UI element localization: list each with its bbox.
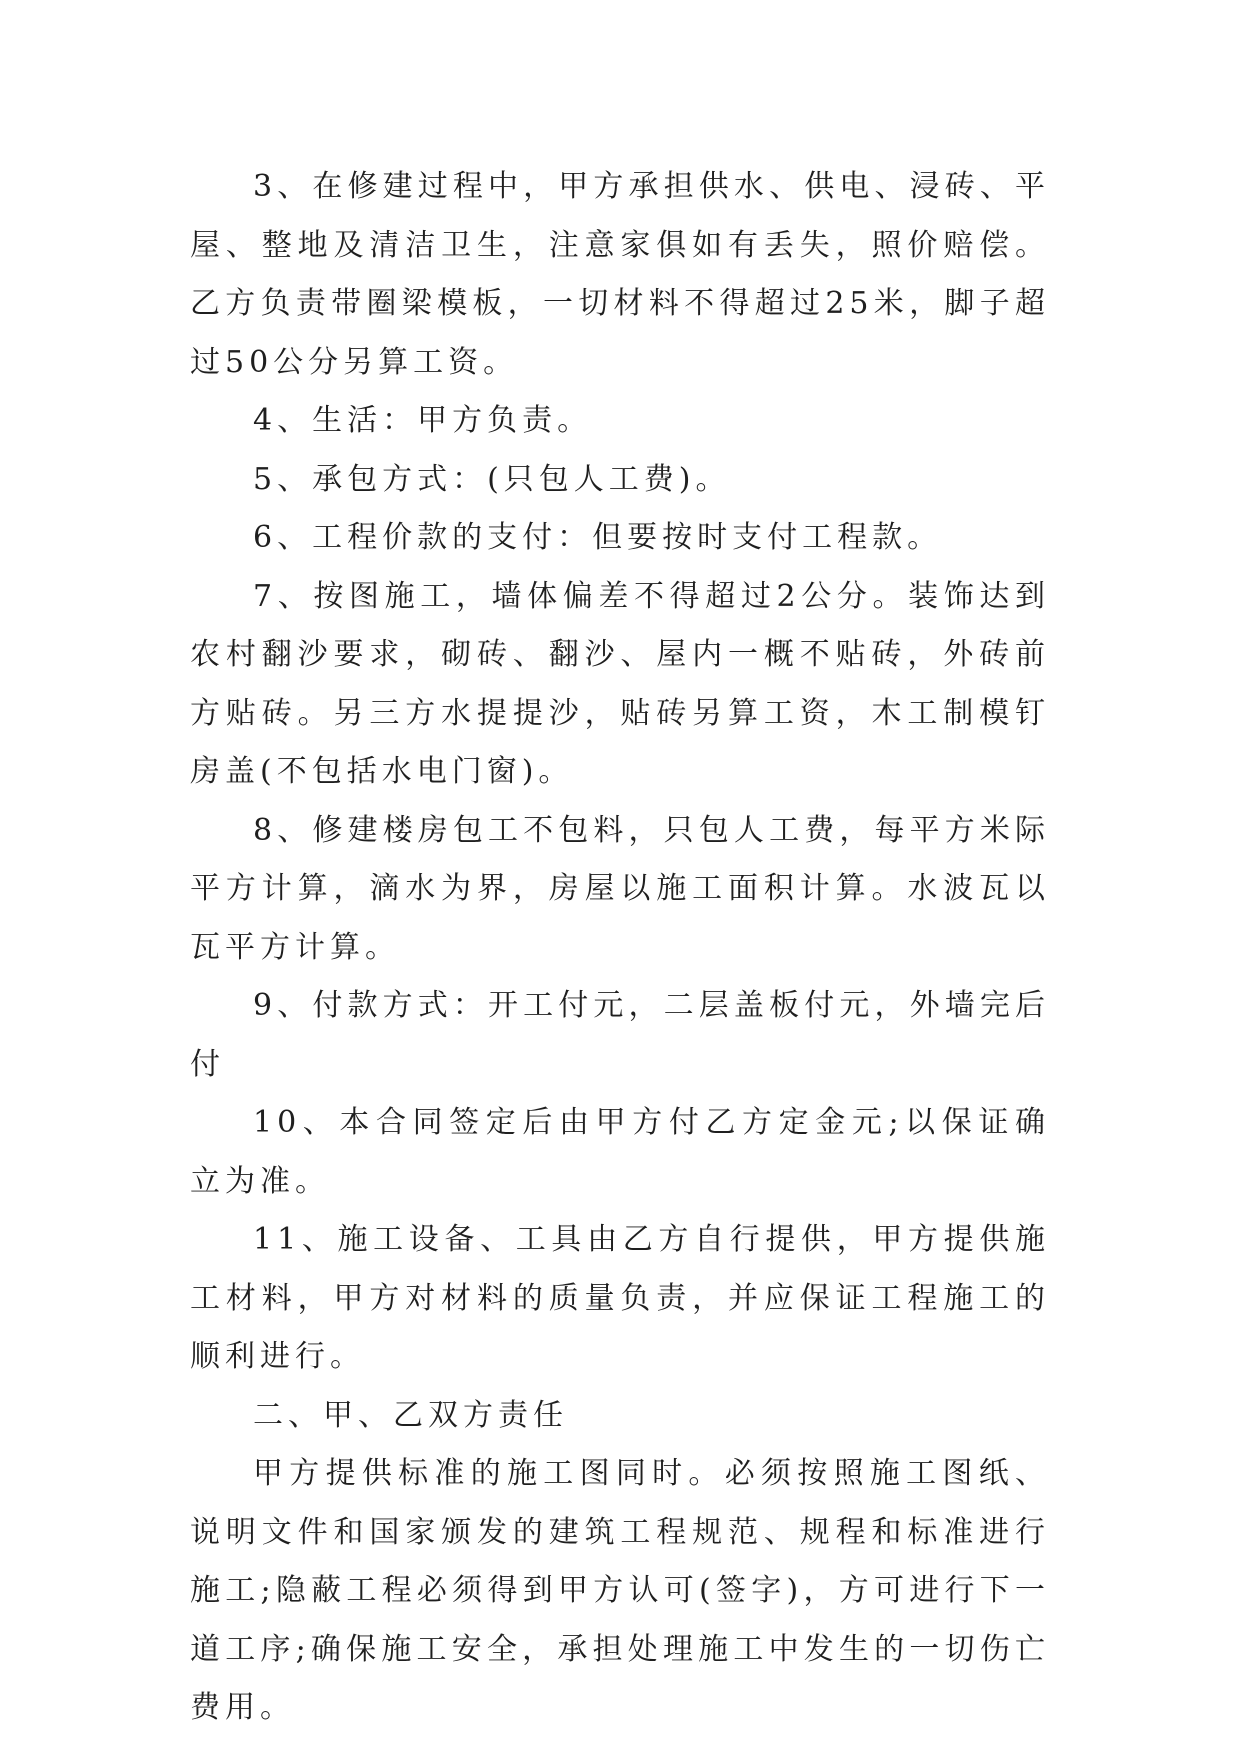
party-a-responsibility: 甲方提供标准的施工图同时。必须按照施工图纸、说明文件和国家颁发的建筑工程规范、规程和标准进行施工;隐蔽工程必须得到甲方认可(签字)，方可进行下一道工序;确保施工安全，承担处理施工中发生的一切伤亡费用。 xyxy=(190,1456,1050,1725)
clause-5: 5、承包方式：(只包人工费)。 xyxy=(253,461,731,497)
clause-3: 3、在修建过程中，甲方承担供水、供电、浸砖、平屋、整地及清洁卫生，注意家俱如有丢失，照价赔偿。乙方负责带圈梁模板，一切材料不得超过25米，脚子超过50公分另算工资。 xyxy=(190,169,1050,380)
clause-10: 10、本合同签定后由甲方付乙方定金元;以保证确立为准。 xyxy=(190,1105,1050,1199)
clause-9: 9、付款方式：开工付元，二层盖板付元，外墙完后付 xyxy=(190,988,1050,1082)
document-body xyxy=(190,158,1050,1738)
clause-8: 8、修建楼房包工不包料，只包人工费，每平方米际平方计算，滴水为界，房屋以施工面积计算。水波瓦以瓦平方计算。 xyxy=(190,812,1050,965)
clause-11: 11、施工设备、工具由乙方自行提供，甲方提供施工材料，甲方对材料的质量负责，并应保证工程施工的顺利进行。 xyxy=(190,1222,1050,1374)
clause-4: 4、生活：甲方负责。 xyxy=(253,403,593,438)
clause-6: 6、工程价款的支付：但要按时支付工程款。 xyxy=(253,520,943,555)
section-heading-responsibilities: 二、甲、乙双方责任 xyxy=(253,1397,568,1433)
clause-7: 7、按图施工，墙体偏差不得超过2公分。装饰达到农村翻沙要求，砌砖、翻沙、屋内一概不贴砖，外砖前方贴砖。另三方水提提沙，贴砖另算工资，木工制模钉房盖(不包括水电门窗)。 xyxy=(190,578,1050,789)
